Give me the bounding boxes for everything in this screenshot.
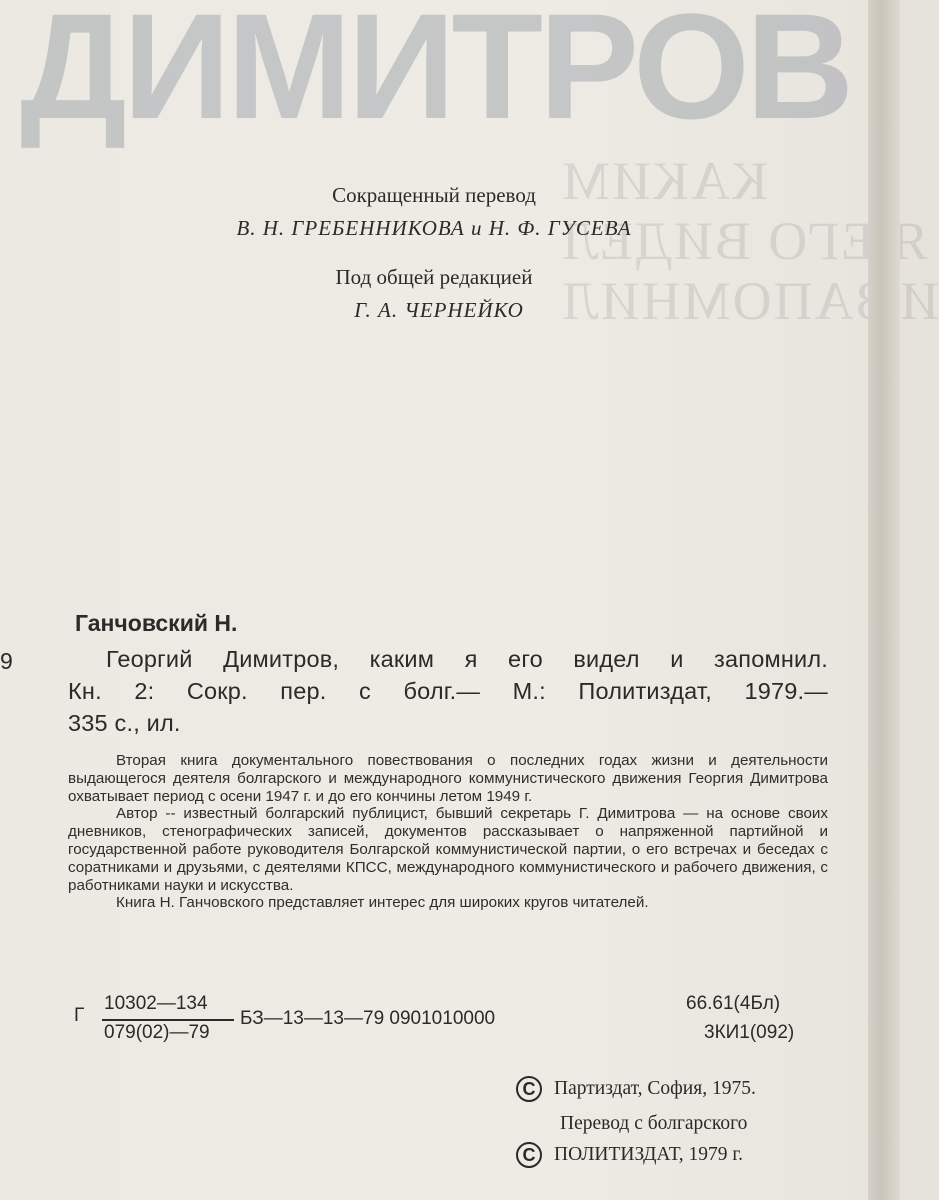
copyright-icon: C [516, 1142, 542, 1168]
code-denominator: 079(02)—79 [104, 1022, 210, 1043]
copyright-translation [516, 1142, 743, 1168]
catalog-edition-line: Кн. 2: Сокр. пер. с болг.— М.: Политиздат, 1979.— [68, 678, 828, 704]
translation-note: Перевод с болгарского [560, 1113, 748, 1134]
abstract-paragraph-3: Книга Н. Ганчовского представляет интерес для широких кругов читателей. [116, 894, 649, 912]
catalog-letter: Г [74, 1005, 85, 1026]
code-number: БЗ—13—13—79 0901010000 [240, 1008, 496, 1029]
bleed-through-print-line-1: КАКИМ [560, 151, 769, 211]
editor-name: Г. А. ЧЕРНЕЙКО [354, 298, 524, 322]
class-index-2: 3КИ1(092) [704, 1022, 795, 1043]
catalog-pages-line: 335 с., ил. [68, 710, 181, 736]
fraction-rule [102, 1019, 234, 1021]
margin-number: 9 [0, 648, 13, 674]
abstract [68, 752, 828, 912]
copyright-original-text: Партиздат, София, 1975. [554, 1078, 756, 1099]
bleed-through-print-line-3: И ЗАПОМНИЛ [560, 271, 939, 331]
class-index-1: 66.61(4Бл) [686, 993, 781, 1014]
copyright-icon: C [516, 1076, 542, 1102]
abstract-paragraph-2: Автор -- известный болгарский публицист, бывший секретарь Г. Димитрова — на основе своих дневников, стенографических записей, документов рассказывает о напряженной партийной и государственной работе руководителя Болгарской коммунистической партии, о его встречах и беседах с соратниками и друзьями, с деятелями КПСС, международного коммунистического и рабочего движения, с работниками науки и искусства. [68, 805, 828, 894]
editor-label: Под общей редакцией [335, 265, 533, 289]
copyright-original [516, 1076, 756, 1102]
catalog-author: Ганчовский Н. [75, 610, 238, 636]
catalog-title-line: Георгий Димитров, каким я его видел и запомнил. [106, 646, 828, 672]
bleed-through-title-print: ДИМИТРОВ [20, 0, 851, 150]
code-numerator: 10302—134 [104, 993, 208, 1014]
abstract-paragraph-1: Вторая книга документального повествования о последних годах жизни и деятельности выдающегося деятеля болгарского и международного коммунистического движения Георгия Димитрова охватывает период с осени 1947 г. и до его кончины летом 1949 г. [68, 752, 828, 805]
translators-names: В. Н. ГРЕБЕННИКОВА и Н. Ф. ГУСЕВА [236, 216, 632, 240]
adjacent-page-edge [868, 0, 900, 1200]
translation-label: Сокращенный перевод [332, 183, 536, 207]
bleed-through-print-line-2: Я ЕГО ВИДЕЛ [560, 211, 928, 271]
copyright-translation-text: ПОЛИТИЗДАТ, 1979 г. [554, 1144, 744, 1165]
